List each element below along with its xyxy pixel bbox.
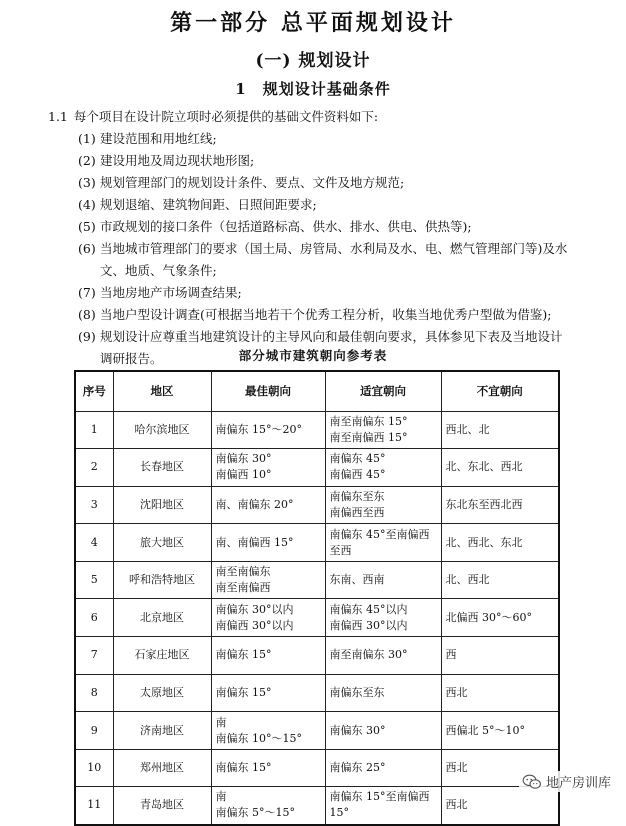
intro-number: 1.1 bbox=[48, 109, 68, 124]
header-best: 最佳朝向 bbox=[211, 371, 325, 411]
cell-region: 沈阳地区 bbox=[113, 486, 211, 524]
list-item bbox=[78, 194, 578, 216]
cell-index: 1 bbox=[75, 411, 113, 449]
cell-unsuitable: 西北 bbox=[441, 749, 559, 787]
cell-suitable: 南至南偏东 30° bbox=[325, 637, 441, 675]
page-title: 第一部分 总平面规划设计 bbox=[170, 10, 456, 36]
table-body bbox=[75, 411, 559, 825]
table-row bbox=[75, 449, 559, 487]
header-unsuitable: 不宜朝向 bbox=[441, 371, 559, 411]
watermark bbox=[519, 771, 614, 792]
cell-best: 南偏东 30°以内 南偏西 30°以内 bbox=[211, 599, 325, 637]
list-item bbox=[78, 128, 578, 150]
item-number: (4) bbox=[78, 197, 96, 212]
table-row bbox=[75, 749, 559, 787]
cell-unsuitable: 西北 bbox=[441, 787, 559, 825]
item-text: 规划退缩、建筑物间距、日照间距要求; bbox=[100, 197, 317, 212]
cell-region: 太原地区 bbox=[113, 674, 211, 712]
intro-text: 每个项目在设计院立项时必须提供的基础文件资料如下: bbox=[73, 109, 379, 124]
cell-index: 5 bbox=[75, 561, 113, 599]
cell-unsuitable: 北、西北 bbox=[441, 561, 559, 599]
watermark-text: 地产房训库 bbox=[545, 776, 611, 791]
cell-suitable: 南偏东 30° bbox=[325, 712, 441, 750]
cell-suitable: 南至南偏东 15° 南至南偏西 15° bbox=[325, 411, 441, 449]
cell-index: 10 bbox=[75, 749, 113, 787]
cell-unsuitable: 北、东北、西北 bbox=[441, 449, 559, 487]
item-number: (9) bbox=[78, 329, 96, 344]
cell-unsuitable: 北偏西 30°～60° bbox=[441, 599, 559, 637]
cell-region: 济南地区 bbox=[113, 712, 211, 750]
table-title: 部分城市建筑朝向参考表 bbox=[238, 348, 388, 363]
cell-region: 青岛地区 bbox=[113, 787, 211, 825]
table-row bbox=[75, 411, 559, 449]
intro-paragraph bbox=[48, 106, 378, 128]
list-item bbox=[78, 150, 578, 172]
table-row bbox=[75, 787, 559, 825]
item-number: (3) bbox=[78, 175, 96, 190]
cell-best: 南偏东 15° bbox=[211, 674, 325, 712]
list-item bbox=[78, 282, 578, 304]
cell-region: 旅大地区 bbox=[113, 524, 211, 562]
cell-best: 南偏东 15° bbox=[211, 749, 325, 787]
item-text: 当地户型设计调查(可根据当地若干个优秀工程分析，收集当地优秀户型做为借鉴); bbox=[100, 307, 552, 322]
item-text: 规划管理部门的规划设计条件、要点、文件及地方规范; bbox=[100, 175, 405, 190]
cell-suitable: 南偏东 45°至南偏西 至西 bbox=[325, 524, 441, 562]
cell-unsuitable: 东北东至西北西 bbox=[441, 486, 559, 524]
header-region: 地区 bbox=[113, 371, 211, 411]
cell-suitable: 南偏东 45°以内 南偏西 30°以内 bbox=[325, 599, 441, 637]
table-row bbox=[75, 561, 559, 599]
cell-best: 南 南偏东 10°～15° bbox=[211, 712, 325, 750]
cell-best: 南偏东 15° bbox=[211, 637, 325, 675]
list-item bbox=[78, 304, 578, 326]
cell-index: 9 bbox=[75, 712, 113, 750]
item-text: 市政规划的接口条件（包括道路标高、供水、排水、供电、供热等); bbox=[100, 219, 472, 234]
cell-unsuitable: 西北、北 bbox=[441, 411, 559, 449]
item-number: (1) bbox=[78, 131, 96, 146]
subsection-heading: 1 规划设计基础条件 bbox=[235, 80, 391, 98]
cell-unsuitable: 北、西北、东北 bbox=[441, 524, 559, 562]
cell-best: 南至南偏东 南至南偏西 bbox=[211, 561, 325, 599]
cell-region: 石家庄地区 bbox=[113, 637, 211, 675]
item-number: (7) bbox=[78, 285, 96, 300]
item-number: (8) bbox=[78, 307, 96, 322]
item-text: 当地房地产市场调查结果; bbox=[100, 285, 242, 300]
table-row bbox=[75, 524, 559, 562]
cell-region: 哈尔滨地区 bbox=[113, 411, 211, 449]
cell-suitable: 东南、西南 bbox=[325, 561, 441, 599]
cell-suitable: 南偏东至东 南偏西至西 bbox=[325, 486, 441, 524]
section-heading: (一) 规划设计 bbox=[255, 51, 371, 71]
cell-suitable: 南偏东 45° 南偏西 45° bbox=[325, 449, 441, 487]
list-item bbox=[78, 216, 578, 238]
item-number: (5) bbox=[78, 219, 96, 234]
cell-suitable: 南偏东 25° bbox=[325, 749, 441, 787]
cell-best: 南偏东 30° 南偏西 10° bbox=[211, 449, 325, 487]
cell-index: 7 bbox=[75, 637, 113, 675]
table-row bbox=[75, 637, 559, 675]
cell-unsuitable: 西北 bbox=[441, 674, 559, 712]
list-item bbox=[78, 238, 578, 282]
orientation-table bbox=[74, 370, 560, 826]
cell-index: 6 bbox=[75, 599, 113, 637]
cell-region: 呼和浩特地区 bbox=[113, 561, 211, 599]
cell-best: 南偏东 15°～20° bbox=[211, 411, 325, 449]
item-number: (2) bbox=[78, 153, 96, 168]
cell-index: 2 bbox=[75, 449, 113, 487]
table-header-row bbox=[75, 371, 559, 411]
item-text: 规划设计应尊重当地建筑设计的主导风向和最佳朝向要求，具体参见下表及当地设计调研报告。 bbox=[100, 329, 563, 366]
item-text: 建设用地及周边现状地形图; bbox=[100, 153, 255, 168]
cell-unsuitable: 西 bbox=[441, 637, 559, 675]
cell-unsuitable: 西偏北 5°～10° bbox=[441, 712, 559, 750]
cell-best: 南、南偏东 20° bbox=[211, 486, 325, 524]
header-suitable: 适宜朝向 bbox=[325, 371, 441, 411]
table-row bbox=[75, 674, 559, 712]
cell-region: 郑州地区 bbox=[113, 749, 211, 787]
list-item bbox=[78, 172, 578, 194]
wechat-icon bbox=[522, 774, 542, 790]
cell-index: 11 bbox=[75, 787, 113, 825]
table-row bbox=[75, 712, 559, 750]
cell-index: 8 bbox=[75, 674, 113, 712]
item-text: 当地城市管理部门的要求（国土局、房管局、水利局及水、电、燃气管理部门等)及水文、地质、气象条件; bbox=[100, 241, 568, 278]
table-row bbox=[75, 599, 559, 637]
cell-index: 4 bbox=[75, 524, 113, 562]
item-text: 建设范围和用地红线; bbox=[100, 131, 217, 146]
cell-best: 南、南偏西 15° bbox=[211, 524, 325, 562]
header-index: 序号 bbox=[75, 371, 113, 411]
cell-region: 北京地区 bbox=[113, 599, 211, 637]
cell-index: 3 bbox=[75, 486, 113, 524]
cell-suitable: 南偏东至东 bbox=[325, 674, 441, 712]
requirements-list bbox=[78, 128, 578, 370]
cell-suitable: 南偏东 15°至南偏西 15° bbox=[325, 787, 441, 825]
cell-best: 南 南偏东 5°～15° bbox=[211, 787, 325, 825]
table-row bbox=[75, 486, 559, 524]
item-number: (6) bbox=[78, 241, 96, 256]
cell-region: 长春地区 bbox=[113, 449, 211, 487]
